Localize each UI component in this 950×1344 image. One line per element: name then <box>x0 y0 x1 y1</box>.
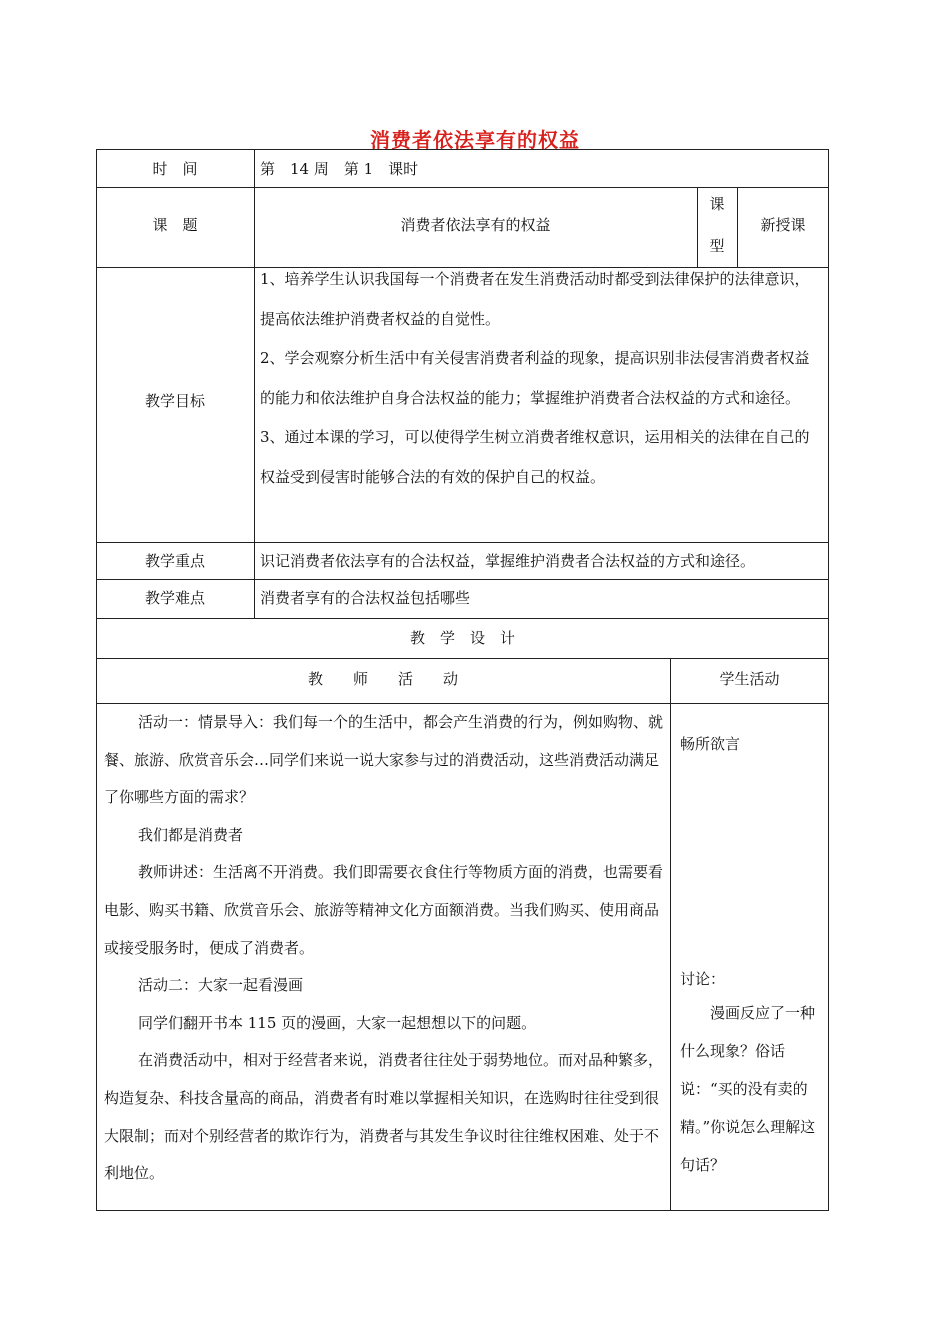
type-label-2: 型 <box>709 237 725 255</box>
student-heading: 学生活动 <box>719 670 780 688</box>
teacher-paragraph: 我们都是消费者 <box>138 825 244 844</box>
objective-item: 2、学会观察分析生活中有关侵害消费者利益的现象，提高识别非法侵害消费者权益的能力和依法维护自身合法权益的能力；掌握维护消费者合法权益的方式和途径。 <box>260 349 810 407</box>
teacher-paragraph: 在消费活动中，相对于经营者来说，消费者往往处于弱势地位。而对品种繁多，构造复杂、科技含量高的商品，消费者有时难以掌握相关知识，在选购时往往受到很大限制；而对个别经营者的欺诈行为，消费者与其发生争议时往往维权困难、处于不利地位。 <box>104 1051 664 1183</box>
student-speak: 畅所欲言 <box>680 735 741 753</box>
objectives-list <box>260 260 820 497</box>
divider <box>254 579 255 619</box>
teacher-paragraph: 活动二：大家一起看漫画 <box>138 976 304 995</box>
teacher-activities <box>104 704 664 1193</box>
student-discuss-label: 讨论： <box>680 970 726 988</box>
divider <box>254 267 255 543</box>
teacher-heading: 教 师 活 动 <box>307 670 458 688</box>
student-discuss-text: 漫画反应了一种什么现象？俗话说：“买的没有卖的精。”你说怎么理解这句话？ <box>680 1004 816 1174</box>
topic-value: 消费者依法享有的权益 <box>400 216 551 234</box>
objective-item: 3、通过本课的学习，可以使得学生树立消费者维权意识，运用相关的法律在自己的权益受到侵害时能够合法的有效的保护自己的权益。 <box>260 428 810 486</box>
divider <box>254 149 255 188</box>
key-point-label: 教学重点 <box>144 552 205 570</box>
design-heading: 教 学 设 计 <box>409 629 515 647</box>
document-title: 消费者依法享有的权益 <box>370 128 580 152</box>
time-label: 时 间 <box>152 160 198 178</box>
difficulty-label: 教学难点 <box>144 589 205 607</box>
time-value: 第 14 周 第 1 课时 <box>260 160 419 178</box>
teacher-paragraph: 同学们翻开书本 115 页的漫画，大家一起想想以下的问题。 <box>138 1013 537 1032</box>
difficulty-value: 消费者享有的合法权益包括哪些 <box>260 589 471 607</box>
type-label: 课 <box>709 195 725 213</box>
teacher-paragraph: 活动一：情景导入：我们每一个的生活中，都会产生消费的行为，例如购物、就餐、旅游、欣赏音乐会…同学们来说一说大家参与过的消费活动，这些消费活动满足了你哪些方面的需求？ <box>104 713 664 807</box>
divider <box>254 542 255 580</box>
teacher-paragraph: 教师讲述：生活离不开消费。我们即需要衣食住行等物质方面的消费，也需要看电影、购买书籍、欣赏音乐会、旅游等精神文化方面额消费。当我们购买、使用商品或接受服务时，便成了消费者。 <box>104 863 664 957</box>
divider <box>670 703 671 1211</box>
type-value: 新授课 <box>760 216 806 234</box>
objectives-label: 教学目标 <box>144 392 205 410</box>
key-point-value: 识记消费者依法享有的合法权益，掌握维护消费者合法权益的方式和途径。 <box>260 552 756 570</box>
topic-label: 课 题 <box>152 216 198 234</box>
objective-item: 1、培养学生认识我国每一个消费者在发生消费活动时都受到法律保护的法律意识，提高依法维护消费者权益的自觉性。 <box>260 270 810 328</box>
